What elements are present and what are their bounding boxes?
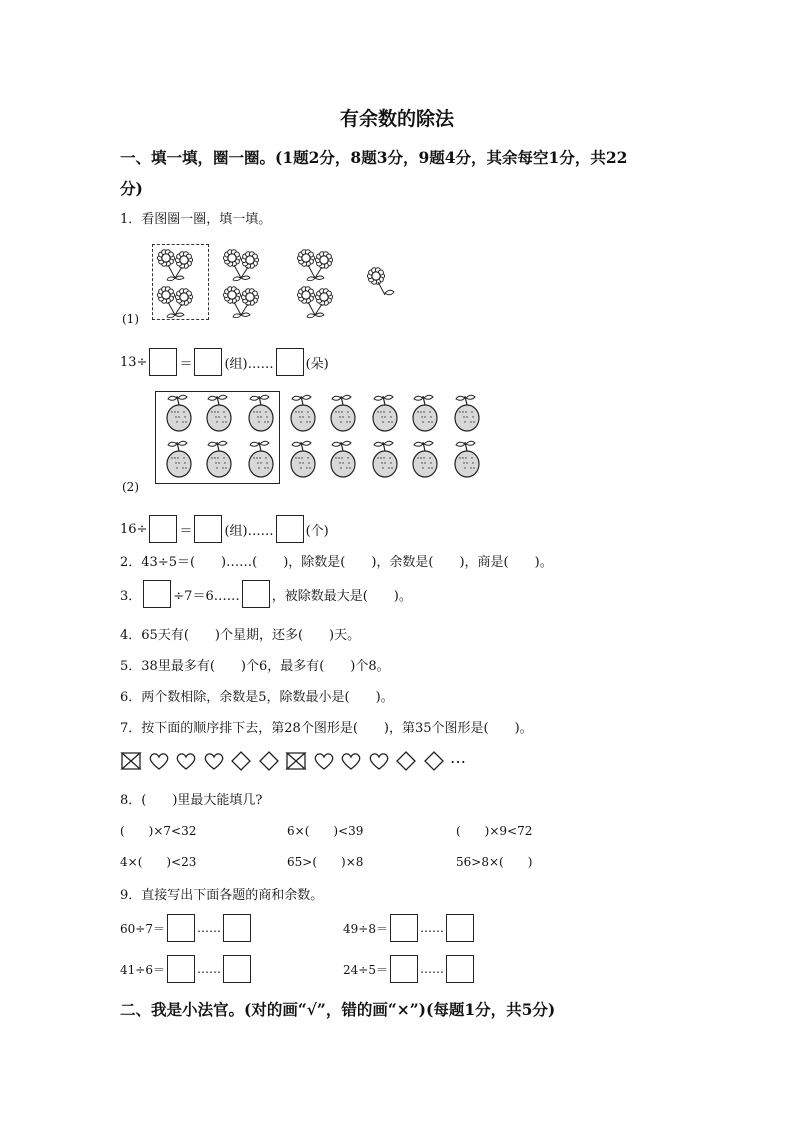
eq-equals: ＝ bbox=[179, 523, 193, 539]
quotient-answer-box[interactable] bbox=[390, 955, 418, 983]
fruit-icon bbox=[368, 392, 402, 434]
q1-part1-label: (1) bbox=[122, 312, 139, 326]
fruit-icon bbox=[408, 438, 442, 480]
flower-pair-icon bbox=[222, 285, 264, 319]
fruit-icon bbox=[162, 392, 196, 434]
eq-equals: ＝ bbox=[179, 356, 193, 372]
eq-group-text: (组)…… bbox=[224, 523, 274, 539]
q3-suffix: ，被除数最大是( )。 bbox=[271, 588, 412, 604]
remainder-answer-box[interactable] bbox=[242, 580, 270, 608]
fruit-icon bbox=[244, 438, 278, 480]
fruit-icon bbox=[450, 392, 484, 434]
heart-shape-icon bbox=[203, 750, 225, 772]
fruit-icon bbox=[450, 438, 484, 480]
remainder-answer-box[interactable] bbox=[446, 914, 474, 942]
heart-shape-icon bbox=[175, 750, 197, 772]
q9-item-3 bbox=[120, 955, 251, 983]
q5: 5．38里最多有( )个6，最多有( )个8。 bbox=[120, 659, 390, 674]
remainder-answer-box[interactable] bbox=[446, 955, 474, 983]
quotient-answer-box[interactable] bbox=[167, 955, 195, 983]
flower-pair-icon bbox=[156, 285, 198, 319]
divisor-answer-box[interactable] bbox=[149, 515, 177, 543]
q8-item-2: 6×( )<39 bbox=[287, 824, 364, 838]
q4: 4．65天有( )个星期，还多( )天。 bbox=[120, 628, 361, 643]
diamond-shape-icon bbox=[258, 750, 280, 772]
q9-expression: 49÷8＝ bbox=[343, 921, 388, 936]
diamond-shape-icon bbox=[230, 750, 252, 772]
q8-item-5: 65>( )×8 bbox=[287, 855, 364, 869]
quotient-answer-box[interactable] bbox=[194, 348, 222, 376]
q1-prompt: 1．看图圈一圈，填一填。 bbox=[120, 212, 272, 227]
fruit-icon bbox=[326, 392, 360, 434]
q3-number: 3． bbox=[120, 588, 142, 604]
heart-shape-icon bbox=[368, 750, 390, 772]
q9-expression: 41÷6＝ bbox=[120, 962, 165, 977]
quotient-answer-box[interactable] bbox=[194, 515, 222, 543]
page-title: 有余数的除法 bbox=[339, 108, 454, 130]
heart-shape-icon bbox=[313, 750, 335, 772]
eq-dividend: 13÷ bbox=[120, 354, 148, 370]
section1-heading-cont: 分) bbox=[120, 179, 143, 198]
q8-item-1: ( )×7<32 bbox=[120, 824, 197, 838]
q8-item-6: 56>8×( ) bbox=[456, 855, 533, 869]
hourglass-shape-icon bbox=[285, 750, 307, 772]
q8-item-4: 4×( )<23 bbox=[120, 855, 197, 869]
heart-shape-icon bbox=[340, 750, 362, 772]
remainder-answer-box[interactable] bbox=[276, 348, 304, 376]
quotient-answer-box[interactable] bbox=[390, 914, 418, 942]
q9-dots: …… bbox=[196, 962, 221, 976]
fruit-icon bbox=[162, 438, 196, 480]
section2-heading: 二、我是小法官。(对的画“√”，错的画“×”)(每题1分，共5分) bbox=[120, 1000, 556, 1019]
fruit-icon bbox=[202, 392, 236, 434]
q9-item-2 bbox=[343, 914, 474, 942]
q9-expression: 24÷5＝ bbox=[343, 962, 388, 977]
q9-prompt: 9．直接写出下面各题的商和余数。 bbox=[120, 888, 324, 903]
q2: 2．43÷5＝( )……( )，除数是( )，余数是( )，商是( )。 bbox=[120, 555, 553, 570]
q8-prompt: 8．( )里最大能填几? bbox=[120, 793, 263, 808]
remainder-answer-box[interactable] bbox=[276, 515, 304, 543]
q1-part2-equation bbox=[120, 515, 329, 543]
fruit-icon bbox=[408, 392, 442, 434]
q9-dots: …… bbox=[419, 921, 444, 935]
fruit-icon bbox=[326, 438, 360, 480]
q1-part2-label: (2) bbox=[122, 480, 139, 494]
eq-group-text: (组)…… bbox=[224, 356, 274, 372]
q9-item-1 bbox=[120, 914, 251, 942]
flower-pair-icon bbox=[296, 285, 338, 319]
single-flower-icon bbox=[365, 265, 397, 301]
q1-part1-equation bbox=[120, 348, 329, 376]
flower-pair-icon bbox=[222, 248, 264, 282]
flower-pair-icon bbox=[156, 248, 198, 282]
quotient-answer-box[interactable] bbox=[167, 914, 195, 942]
q9-dots: …… bbox=[419, 962, 444, 976]
remainder-answer-box[interactable] bbox=[223, 914, 251, 942]
fruit-icon bbox=[244, 392, 278, 434]
hourglass-shape-icon bbox=[120, 750, 142, 772]
diamond-shape-icon bbox=[395, 750, 417, 772]
eq-dividend: 16÷ bbox=[120, 521, 148, 537]
remainder-answer-box[interactable] bbox=[223, 955, 251, 983]
q6: 6．两个数相除，余数是5，除数最小是( )。 bbox=[120, 690, 394, 705]
sequence-ellipsis: … bbox=[450, 748, 466, 767]
q8-item-3: ( )×9<72 bbox=[456, 824, 533, 838]
divisor-answer-box[interactable] bbox=[149, 348, 177, 376]
fruit-icon bbox=[286, 392, 320, 434]
section1-heading: 一、填一填，圈一圈。(1题2分，8题3分，9题4分，其余每空1分，共22 bbox=[120, 148, 628, 167]
eq-unit: (朵) bbox=[305, 356, 329, 372]
diamond-shape-icon bbox=[423, 750, 445, 772]
flower-pair-icon bbox=[296, 248, 338, 282]
dividend-answer-box[interactable] bbox=[143, 580, 171, 608]
q3 bbox=[120, 580, 412, 608]
fruit-icon bbox=[286, 438, 320, 480]
heart-shape-icon bbox=[148, 750, 170, 772]
q9-item-4 bbox=[343, 955, 474, 983]
fruit-icon bbox=[202, 438, 236, 480]
q3-middle: ÷7＝6…… bbox=[173, 588, 240, 604]
eq-unit: (个) bbox=[305, 523, 329, 539]
q9-expression: 60÷7＝ bbox=[120, 921, 165, 936]
q9-dots: …… bbox=[196, 921, 221, 935]
q7-prompt: 7．按下面的顺序排下去，第28个图形是( )，第35个图形是( )。 bbox=[120, 721, 533, 736]
fruit-icon bbox=[368, 438, 402, 480]
